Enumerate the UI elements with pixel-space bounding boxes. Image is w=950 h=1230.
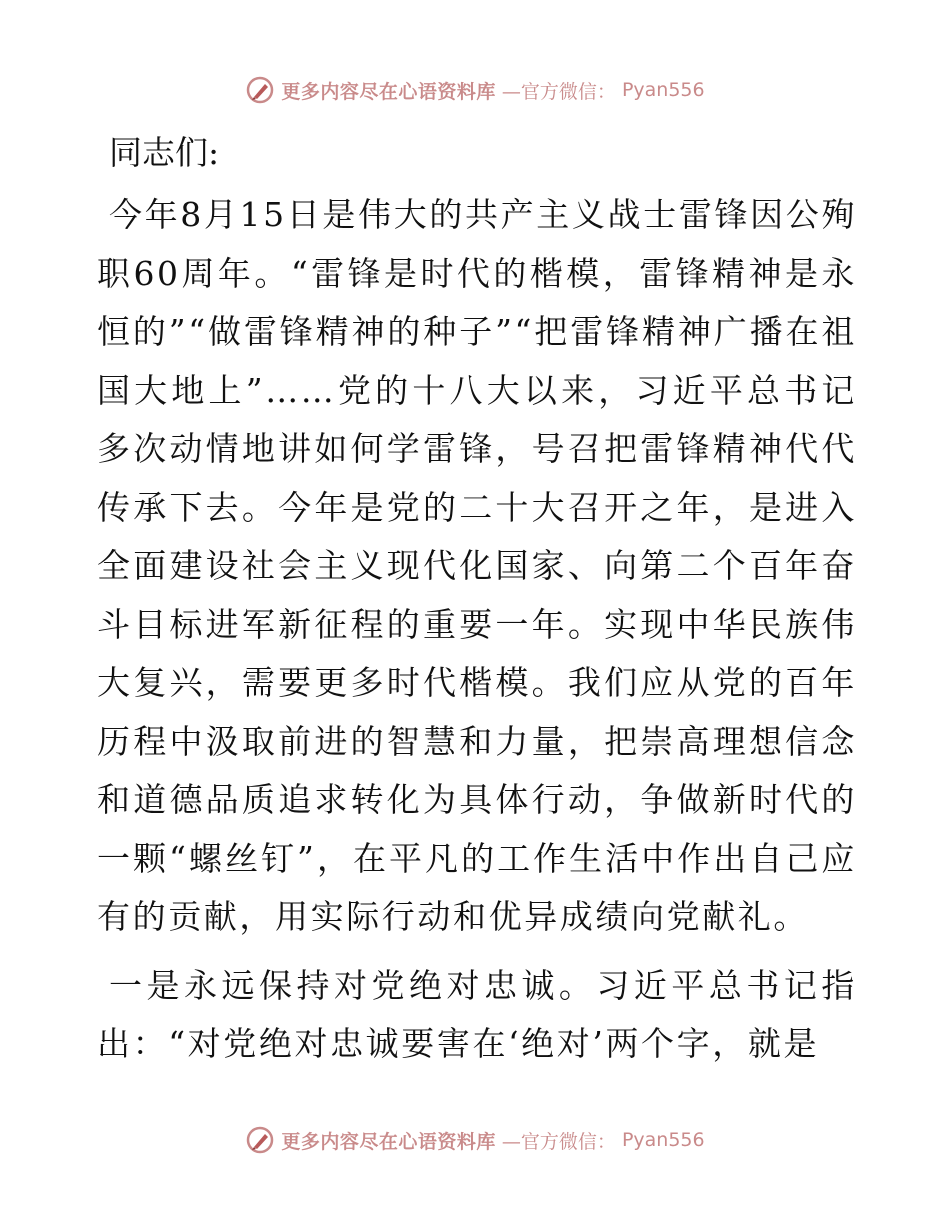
paragraph-point-one: 一是永远保持对党绝对忠诚。习近平总书记指出：“对党绝对忠诚要害在‘绝对’两个字，就是 [97,965,857,1063]
paragraph-intro: 今年8月15日是伟大的共产主义战士雷锋因公殉职60周年。“雷锋是时代的楷模，雷锋精神是永恒的”“做雷锋精神的种子”“把雷锋精神广播在祖国大地上”……党的十八大以来，习近平总书记多次动情地讲如何学雷锋，号召把雷锋精神代代传承下去。今年是党的二十大召开之年，是进入全面建设社会主义现代化国家、向第二个百年奋斗目标进军新征程的重要一年。实现中华民族伟大复兴，需要更多时代楷模。我们应从党的百年历程中汲取前进的智慧和力量，把崇高理想信念和道德品质追求转化为具体行动，争做新时代的一颗“螺丝钉”，在平凡的工作生活中作出自己应有的贡献，用实际行动和优异成绩向党献礼。 [97,195,857,936]
watermark-wechat-id: Pyan556 [621,79,705,101]
pen-nib-circle-icon [245,1125,275,1155]
watermark-main-text: 更多内容尽在心语资料库 [281,80,496,103]
watermark-sub-text: —官方微信： [501,1130,616,1153]
pen-nib-circle-icon [245,75,275,105]
document-body [97,124,857,1084]
header-watermark [0,70,950,110]
salutation: 同志们: [109,133,220,172]
footer-watermark [0,1120,950,1160]
watermark-wechat-id: Pyan556 [621,1129,705,1151]
watermark-main-text: 更多内容尽在心语资料库 [281,1130,496,1153]
watermark-sub-text: —官方微信： [501,80,616,103]
